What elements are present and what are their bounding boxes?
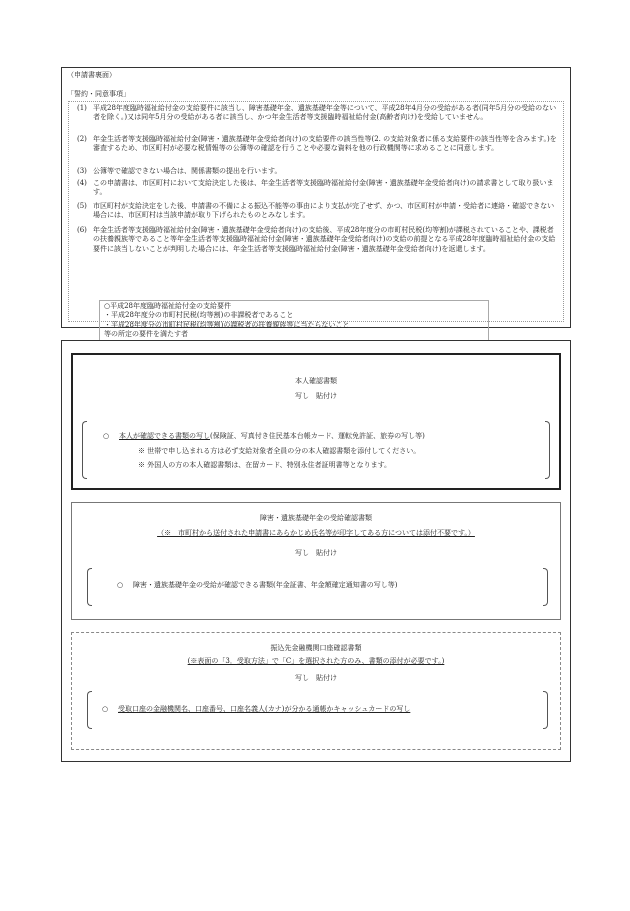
oath-heading: 「誓約・同意事項」 bbox=[67, 90, 130, 98]
condition-line: ・平成28年度分の市町村民税(均等割)の非課税者であること bbox=[104, 311, 294, 320]
attachments-section bbox=[61, 340, 571, 762]
bank-box-title: 振込先金融機関口座確認書類 bbox=[270, 644, 362, 652]
bank-document-box[interactable] bbox=[71, 632, 561, 750]
circle-mark: ○ bbox=[117, 581, 124, 589]
left-bracket bbox=[82, 421, 87, 479]
id-box-subtitle: 写し 貼付け bbox=[295, 392, 337, 400]
condition-line: ・平成28年度分の市町村民税(均等割)の課税者の扶養親族等に当たらないこと bbox=[104, 320, 350, 329]
bank-box-subtitle: 写し 貼付け bbox=[295, 674, 337, 682]
id-box-note-foreigner: ※ 外国人の方の本人確認書類は、在留カード、特別永住者証明書等となります。 bbox=[138, 461, 392, 469]
circle-mark: ○ bbox=[102, 705, 109, 713]
left-bracket bbox=[87, 691, 92, 729]
right-bracket bbox=[545, 421, 550, 479]
right-bracket bbox=[543, 568, 548, 606]
id-document-box[interactable] bbox=[71, 353, 561, 490]
oath-section bbox=[61, 67, 571, 339]
oath-item-5: (5) 市区町村が支給決定をした後、申請書の不備による振込不能等の事由により支払が完了せず、かつ、市区町村が申請・受給者に連絡・確認できない場合には、市区町村は当該申請が取り下げられたものとみなします。 bbox=[77, 202, 555, 220]
oath-item-3: (3) 公簿等で確認できない場合は、関係書類の提出を行います。 bbox=[77, 167, 282, 175]
id-box-title: 本人確認書類 bbox=[295, 377, 337, 385]
pension-box-title: 障害・遺族基礎年金の受給確認書類 bbox=[260, 514, 372, 522]
oath-item-2: (2) 年金生活者等支援臨時福祉給付金(障害・遺族基礎年金受給者向け)の支給要件の該当性等(2. の支給対象者に係る支給要件の該当性等を含みます。)を審査するため、市区町村が必要な税情報等の公簿等の確認を行うことや必要な資料を他の行政機関等に求めることに同意します。 bbox=[77, 135, 557, 153]
condition-line: 等の所定の要件を満たす者 bbox=[104, 330, 188, 339]
left-bracket bbox=[87, 568, 92, 606]
conditions-box bbox=[99, 300, 489, 341]
oath-item-4: (4) この申請書は、市区町村において支給決定した後は、年金生活者等支援臨時福祉給付金(障害・遺族基礎年金受給者向け)の請求書として取り扱います。 bbox=[77, 179, 554, 197]
id-box-requirement-examples: (保険証、写真付き住民基本台帳カード、運転免許証、旅券の写し等) bbox=[210, 432, 425, 440]
pension-box-subtitle: 写し 貼付け bbox=[295, 549, 337, 557]
condition-line: ○平成28年度臨時福祉給付金の支給要件 bbox=[104, 302, 232, 310]
circle-mark: ○ bbox=[103, 432, 110, 440]
id-box-requirement-underlined: 本人が確認できる書類の写し bbox=[119, 432, 210, 440]
pension-document-box[interactable] bbox=[71, 502, 561, 620]
id-box-note-household: ※ 世帯で申し込まれる方は必ず支給対象者全員の分の本人確認書類を添付してください。 bbox=[138, 447, 421, 455]
oath-items-box bbox=[68, 101, 564, 339]
right-bracket bbox=[543, 691, 548, 729]
bank-box-note: (※表面の「3．受取方法」で「C」を選択された方のみ、書類の添付が必要です。) bbox=[187, 657, 445, 665]
id-box-requirement bbox=[103, 432, 425, 441]
back-side-label: （申請書裏面） bbox=[67, 71, 116, 79]
oath-item-6: (6) 年金生活者等支援臨時福祉給付金(障害・遺族基礎年金受給者向け)の支給後、平成28年度分の市町村民税(均等割)が課税されていることや、課税者の扶養親族等であること等年金生活者等支援臨時福祉給付金(障害・遺族基礎年金受給者向け)の支給の前提となる平成28年度臨時福祉給付金の支給要件に該当しないことが判明した場合には、年金生活者等支援臨時福祉給付金(障害・遺族基礎年金受給者向け)を返還します。 bbox=[77, 226, 556, 253]
bank-box-requirement: ○ 受取口座の金融機関名、口座番号、口座名義人(カナ)が分かる通帳かキャッシュカードの写し bbox=[102, 705, 411, 713]
pension-box-note: （※ 市町村から送付された申請書にあらかじめ氏名等が印字してある方については添付不要です。） bbox=[157, 529, 475, 537]
oath-item-1: (1) 平成28年度臨時福祉給付金の支給要件に該当し、障害基礎年金、遺族基礎年金等について、平成28年4月分の受給がある者(同年5月分の受給のない者を除く。)又は同年5月分の受給がある者に該当し、かつ年金生活者等支援臨時福祉給付金(高齢者向け)を受給していません。 bbox=[77, 104, 557, 122]
pension-box-requirement: ○ 障害・遺族基礎年金の受給が確認できる書類(年金証書、年金額確定通知書の写し等) bbox=[117, 581, 398, 589]
